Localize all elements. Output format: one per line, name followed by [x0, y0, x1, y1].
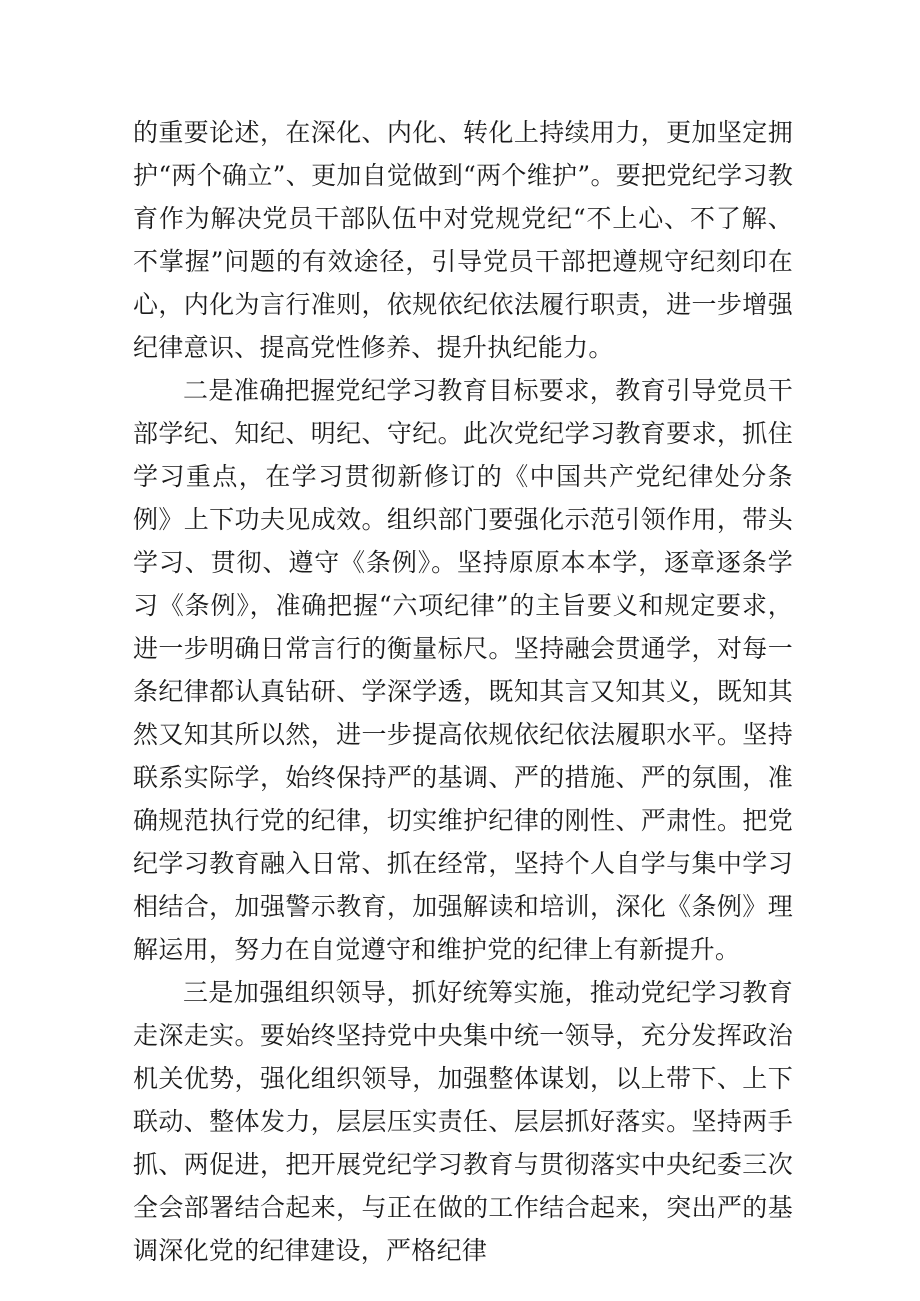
paragraph-1: 的重要论述，在深化、内化、转化上持续用力，更加坚定拥护“两个确立”、更加自觉做到“两个维护”。要把党纪学习教育作为解决党员干部队伍中对党规党纪“不上心、不了解、不掌握”问题的有效途径，引导党员干部把遵规守纪刻印在心，内化为言行准则，依规依纪依法履行职责，进一步增强纪律意识、提高党性修养、提升执纪能力。	[133, 118, 793, 362]
paragraph-2: 二是准确把握党纪学习教育目标要求，教育引导党员干部学纪、知纪、明纪、守纪。此次党纪学习教育要求，抓住学习重点，在学习贯彻新修订的《中国共产党纪律处分条例》上下功夫见成效。组织部门要强化示范引领作用，带头学习、贯彻、遵守《条例》。坚持原原本本学，逐章逐条学习《条例》，准确把握“六项纪律”的主旨要义和规定要求，进一步明确日常言行的衡量标尺。坚持融会贯通学，对每一条纪律都认真钻研、学深学透，既知其言又知其义，既知其然又知其所以然，进一步提高依规依纪依法履职水平。坚持联系实际学，始终保持严的基调、严的措施、严的氛围，准确规范执行党的纪律，切实维护纪律的刚性、严肃性。把党纪学习教育融入日常、抓在经常，坚持个人自学与集中学习相结合，加强警示教育，加强解读和培训，深化《条例》理解运用，努力在自觉遵守和维护党的纪律上有新提升。	[133, 376, 793, 964]
document-body	[133, 111, 793, 1272]
paragraph-3: 三是加强组织领导，抓好统筹实施，推动党纪学习教育走深走实。要始终坚持党中央集中统一领导，充分发挥政治机关优势，强化组织领导，加强整体谋划，以上带下、上下联动、整体发力，层层压实责任、层层抓好落实。坚持两手抓、两促进，把开展党纪学习教育与贯彻落实中央纪委三次全会部署结合起来，与正在做的工作结合起来，突出严的基调深化党的纪律建设，严格纪律	[133, 978, 793, 1265]
